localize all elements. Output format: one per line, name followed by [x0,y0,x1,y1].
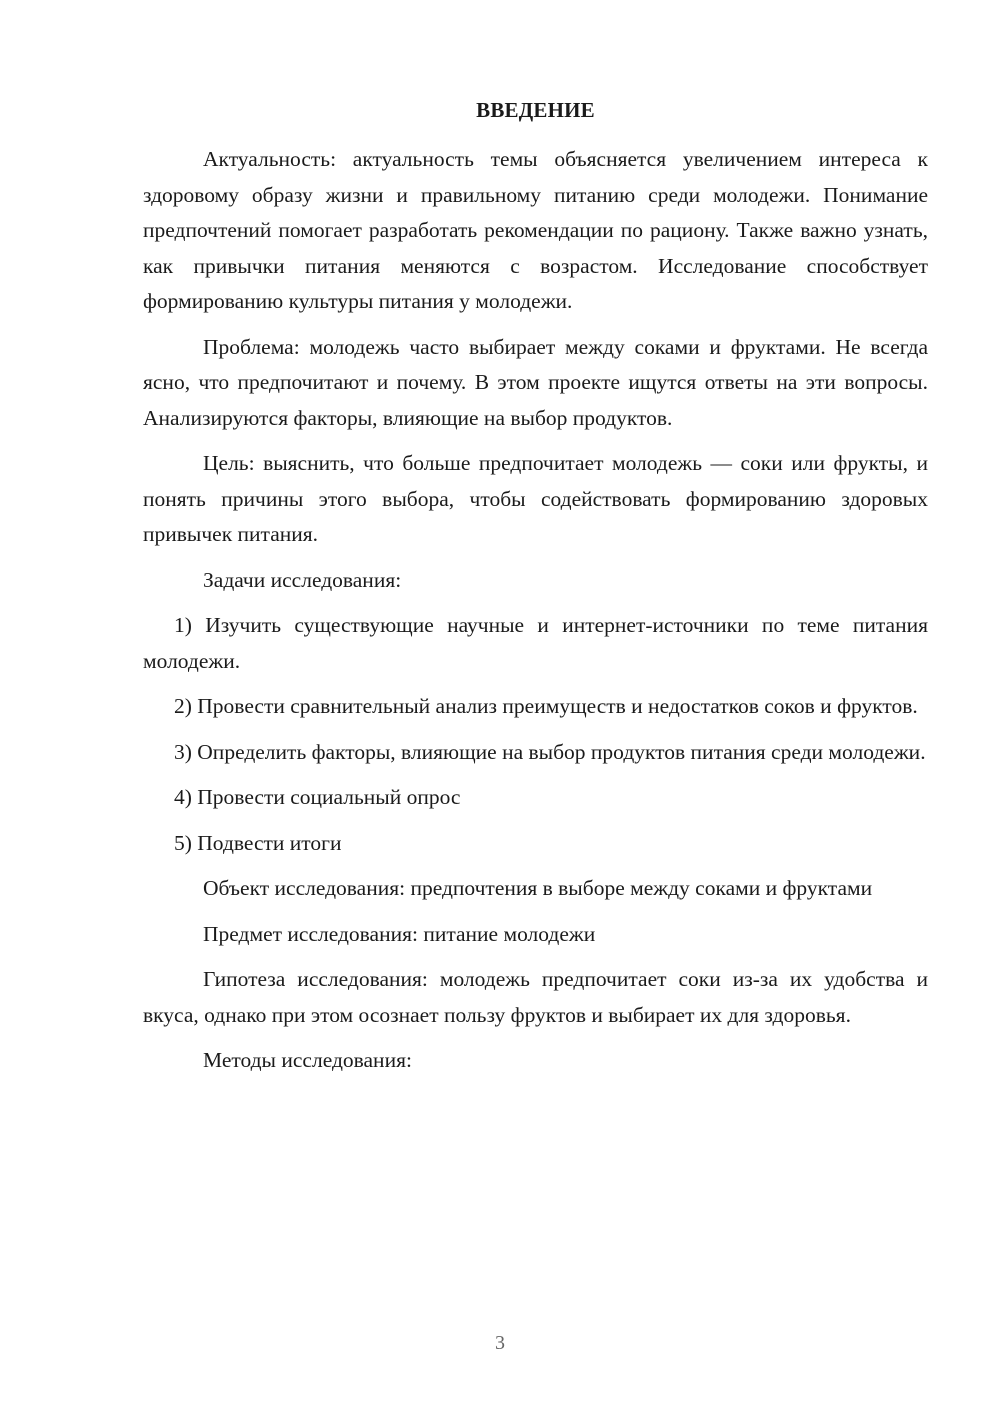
paragraph-subject: Предмет исследования: питание молодежи [203,921,596,946]
paragraph-relevance: Актуальность: актуальность темы объясняется увеличением интереса к здоровому образу жизни и правильному питанию среди молодежи. Понимание предпочтений помогает разработать рекомендации по рациону. Также важно узнать, как привычки питания меняются с возрастом. Исследование способствует формированию культуры питания у молодежи. [143,147,928,313]
section-title: ВВЕДЕНИЕ [476,98,595,122]
task-item-3: 3) Определить факторы, влияющие на выбор продуктов питания среди молодежи. [174,739,926,764]
paragraph-object: Объект исследования: предпочтения в выборе между соками и фруктами [203,876,873,900]
paragraph-hypothesis: Гипотеза исследования: молодежь предпочитает соки из-за их удобства и вкуса, однако при этом осознает пользу фруктов и выбирает их для здоровья. [143,967,928,1027]
task-item-4: 4) Провести социальный опрос [174,785,461,809]
paragraph-methods: Методы исследования: [203,1048,412,1072]
paragraph-problem: Проблема: молодежь часто выбирает между соками и фруктами. Не всегда ясно, что предпочитают и почему. В этом проекте ищутся ответы на эти вопросы. Анализируются факторы, влияющие на выбор продуктов. [143,334,928,430]
task-item-2: 2) Провести сравнительный анализ преимуществ и недостатков соков и фруктов. [174,694,918,718]
paragraph-goal: Цель: выяснить, что больше предпочитает молодежь — соки или фрукты, и понять причины этого выбора, чтобы содействовать формированию здоровых привычек питания. [143,451,928,546]
document-page [143,92,928,1089]
page-number: 3 [495,1332,505,1354]
task-item-5: 5) Подвести итоги [174,830,342,855]
task-item-1: 1) Изучить существующие научные и интернет-источники по теме питания молодежи. [143,613,928,673]
paragraph-tasks-heading: Задачи исследования: [203,567,402,592]
